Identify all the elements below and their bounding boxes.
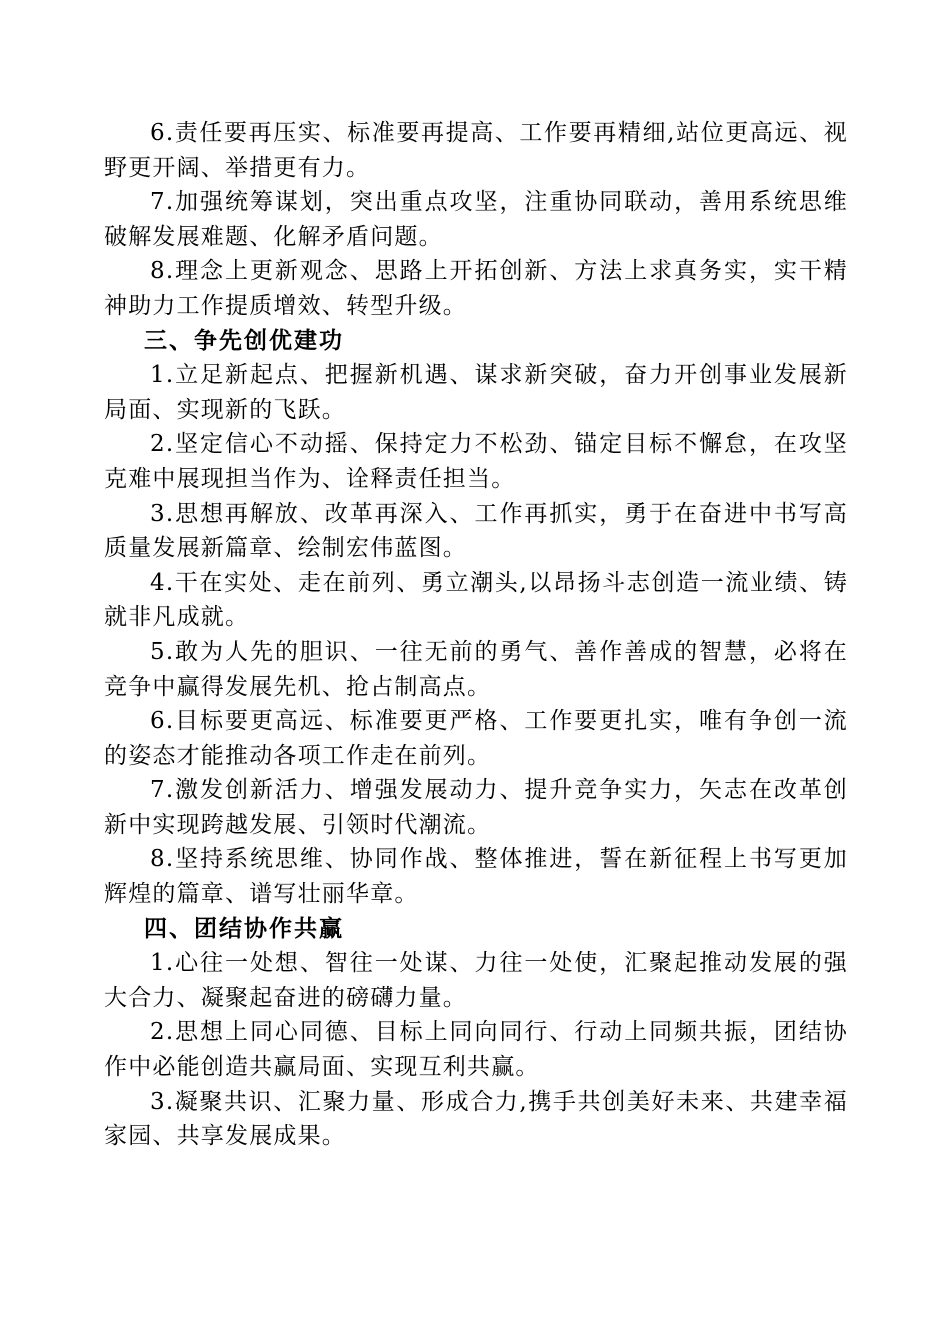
paragraph-2-confidence: 2.坚定信心不动摇、保持定力不松劲、锚定目标不懈怠，在攻坚克难中展现担当作为、诠释责任担当。: [104, 431, 848, 492]
section-heading-3: 三、争先创优建功: [144, 327, 344, 354]
paragraph-2-solidarity: 2.思想上同心同德、目标上同向同行、行动上同频共振，团结协作中必能创造共赢局面、实现互利共赢。: [104, 1019, 848, 1081]
paragraph-5-courage: 5.敢为人先的胆识、一往无前的勇气、善作善成的智慧，必将在竞争中赢得发展先机、抢占制高点。: [104, 638, 848, 700]
document-page: [104, 116, 848, 1154]
paragraph-7-coordination: 7.加强统筹谋划，突出重点攻坚，注重协同联动，善用系统思维破解发展难题、化解矛盾问题。: [104, 189, 848, 250]
section-heading-4: 四、团结协作共赢: [144, 915, 344, 942]
paragraph-7-vitality: 7.激发创新活力、增强发展动力、提升竞争实力，矢志在改革创新中实现跨越发展、引领时代潮流。: [104, 777, 848, 838]
paragraph-6-goals: 6.目标要更高远、标准要更严格、工作要更扎实，唯有争创一流的姿态才能推动各项工作走在前列。: [104, 708, 848, 769]
paragraph-4-lead: 4.干在实处、走在前列、勇立潮头,以昂扬斗志创造一流业绩、铸就非凡成就。: [104, 569, 848, 631]
paragraph-1-new-start: 1.立足新起点、把握新机遇、谋求新突破，奋力开创事业发展新局面、实现新的飞跃。: [104, 362, 848, 423]
paragraph-3-consensus: 3.凝聚共识、汇聚力量、形成合力,携手共创美好未来、共建幸福家园、共享发展成果。: [104, 1088, 848, 1150]
paragraph-3-reform: 3.思想再解放、改革再深入、工作再抓实，勇于在奋进中书写高质量发展新篇章、绘制宏伟蓝图。: [104, 500, 848, 562]
paragraph-6-responsibility: 6.责任要再压实、标准要再提高、工作要再精细,站位更高远、视野更开阔、举措更有力。: [104, 120, 848, 181]
paragraph-8-innovation: 8.理念上更新观念、思路上开拓创新、方法上求真务实，实干精神助力工作提质增效、转型升级。: [104, 258, 848, 319]
paragraph-8-systems: 8.坚持系统思维、协同作战、整体推进，誓在新征程上书写更加辉煌的篇章、谱写壮丽华章。: [104, 846, 848, 908]
paragraph-1-unity: 1.心往一处想、智往一处谋、力往一处使，汇聚起推动发展的强大合力、凝聚起奋进的磅礴力量。: [104, 950, 848, 1011]
